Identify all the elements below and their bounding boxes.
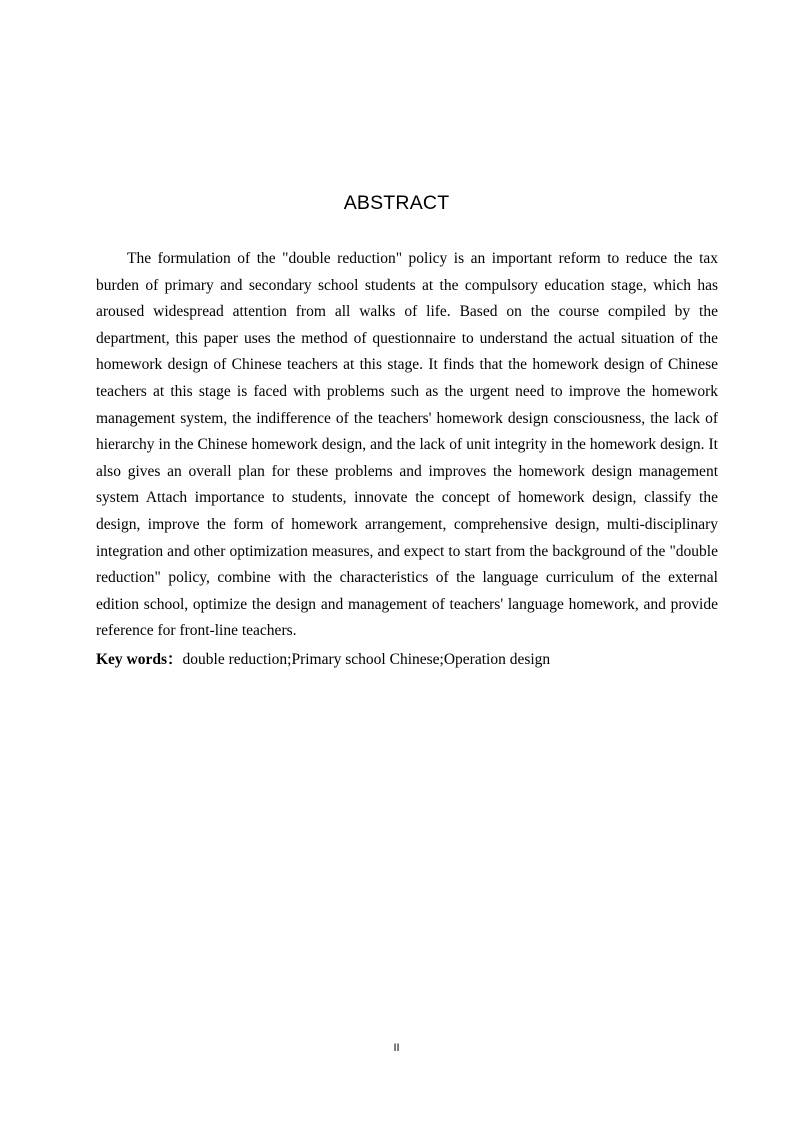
page-number: II	[393, 1042, 400, 1054]
keywords-value: double reduction;Primary school Chinese;Operation design	[182, 651, 551, 668]
abstract-body: The formulation of the "double reduction" policy is an important reform to reduce the tax burden of primary and secondary school students at the compulsory education stage, which has aroused widespread attention from all walks of life. Based on the course compiled by the department, this paper uses the method of questionnaire to understand the actual situation of the homework design of Chinese teachers at this stage. It finds that the homework design of Chinese teachers at this stage is faced with problems such as the urgent need to improve the homework management system, the indifference of the teachers' homework design consciousness, the lack of hierarchy in the Chinese homework design, and the lack of unit integrity in the homework design. It also gives an overall plan for these problems and improves the homework design management system Attach importance to students, innovate the concept of homework design, classify the design, improve the form of homework arrangement, comprehensive design, multi-disciplinary integration and other optimization measures, and expect to start from the background of the "double reduction" policy, combine with the characteristics of the language curriculum of the external edition school, optimize the design and management of teachers' language homework, and provide reference for front-line teachers.	[96, 250, 718, 640]
keywords-label: Key words：	[96, 651, 183, 668]
keywords-line	[96, 647, 718, 674]
abstract-title: ABSTRACT	[343, 192, 450, 214]
